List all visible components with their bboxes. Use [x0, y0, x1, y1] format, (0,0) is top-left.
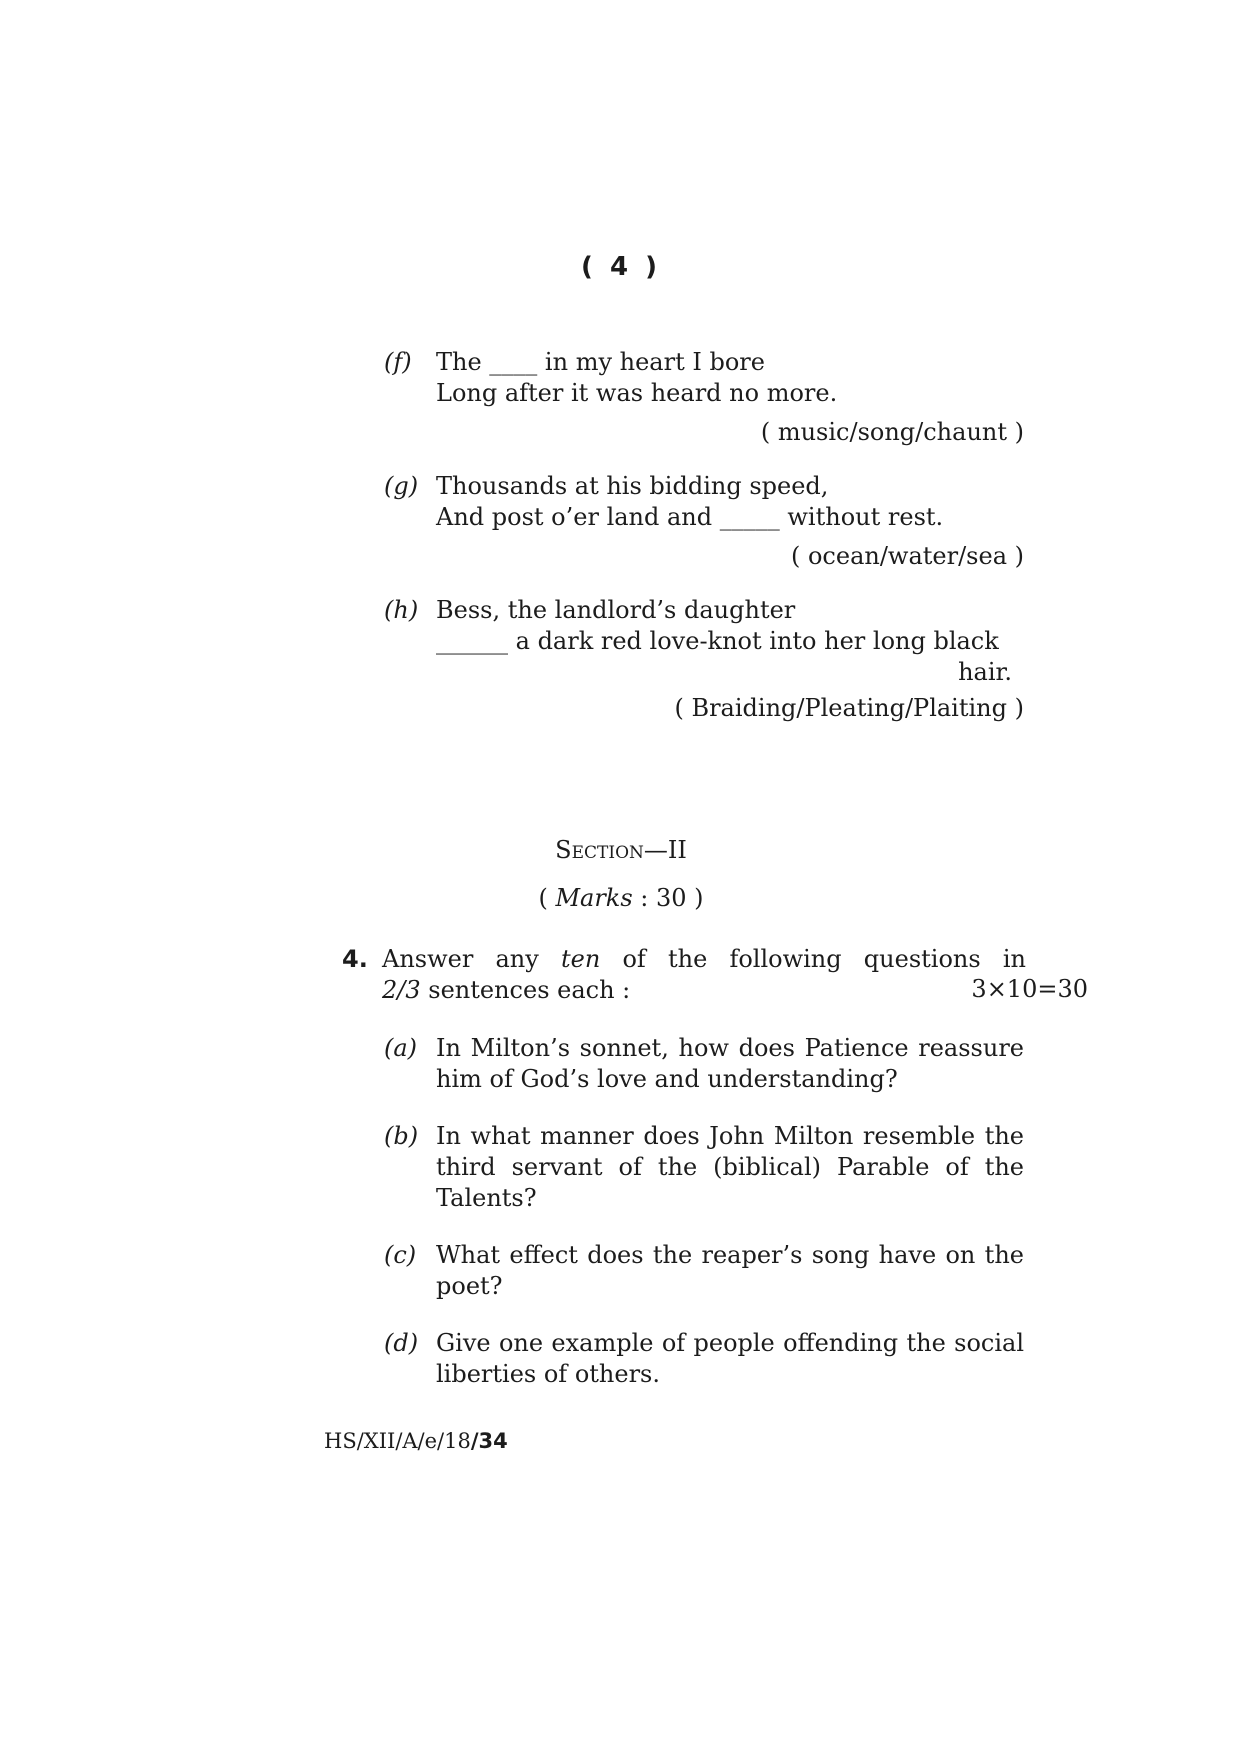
question-number: 4.: [342, 945, 368, 973]
item-label: (c): [384, 1241, 417, 1269]
footer-code-text: HS/XII/A/e/18: [324, 1429, 471, 1453]
subquestion-c: [384, 1240, 1024, 1302]
item-line: The ____ in my heart I bore: [436, 348, 765, 376]
question-marks: 3×10=30: [971, 975, 1088, 1003]
subquestion-line: him of God’s love and understanding?: [436, 1065, 898, 1093]
fill-blank-item-h: [384, 595, 1024, 657]
question-line-2: [382, 975, 1026, 1006]
subquestion-line: Give one example of people offending the social: [436, 1329, 1024, 1357]
continuation-h: hair.: [958, 658, 1012, 686]
options-f: ( music/song/chaunt ): [760, 418, 1024, 446]
question-4: [342, 944, 1026, 1006]
footer-code: [324, 1429, 508, 1453]
item-label: (a): [384, 1034, 418, 1062]
item-line: Thousands at his bidding speed,: [436, 472, 829, 500]
subquestion-b: [384, 1121, 1024, 1214]
subquestion-line: What effect does the reaper’s song have on the: [436, 1241, 1024, 1269]
subquestion-line: In Milton’s sonnet, how does Patience reassure: [436, 1034, 1024, 1062]
subquestion-line: third servant of the (biblical) Parable of the: [436, 1153, 1024, 1181]
fill-blank-item-g: [384, 471, 1024, 533]
item-label: (f): [384, 348, 412, 376]
item-label: (d): [384, 1329, 419, 1357]
marks-prefix: (: [538, 884, 556, 912]
q4-text-em: ten: [561, 945, 601, 973]
page-number: ( 4 ): [581, 252, 661, 282]
item-label: (h): [384, 596, 419, 624]
subquestion-line: Talents?: [436, 1184, 537, 1212]
q4-text-b: of the following questions in: [622, 945, 1026, 973]
options-h: ( Braiding/Pleating/Plaiting ): [674, 694, 1024, 722]
item-line: Bess, the landlord’s daughter: [436, 596, 796, 624]
section-title: Section—II: [555, 836, 687, 864]
subquestion-line: poet?: [436, 1272, 503, 1300]
subquestion-line: liberties of others.: [436, 1360, 660, 1388]
item-label: (g): [384, 472, 419, 500]
fill-blank-item-f: [384, 347, 1024, 409]
marks-suffix: : 30 ): [632, 884, 704, 912]
item-label: (b): [384, 1122, 419, 1150]
footer-page: /34: [470, 1429, 508, 1453]
marks-label: Marks: [555, 884, 633, 912]
item-line: ______ a dark red love-knot into her long black: [436, 627, 999, 655]
subquestion-line: In what manner does John Milton resemble the: [436, 1122, 1024, 1150]
subquestion-a: [384, 1033, 1024, 1095]
q4-text-c: sentences each :: [428, 976, 631, 1004]
subquestion-d: [384, 1328, 1024, 1390]
question-line-1: [382, 944, 1026, 975]
q4-text-fraction: 2/3: [382, 976, 421, 1004]
section-marks: [0, 884, 1242, 912]
item-line: And post o’er land and _____ without rest.: [436, 503, 944, 531]
options-g: ( ocean/water/sea ): [790, 542, 1024, 570]
q4-text-a: Answer any: [382, 945, 539, 973]
item-line: Long after it was heard no more.: [436, 379, 838, 407]
